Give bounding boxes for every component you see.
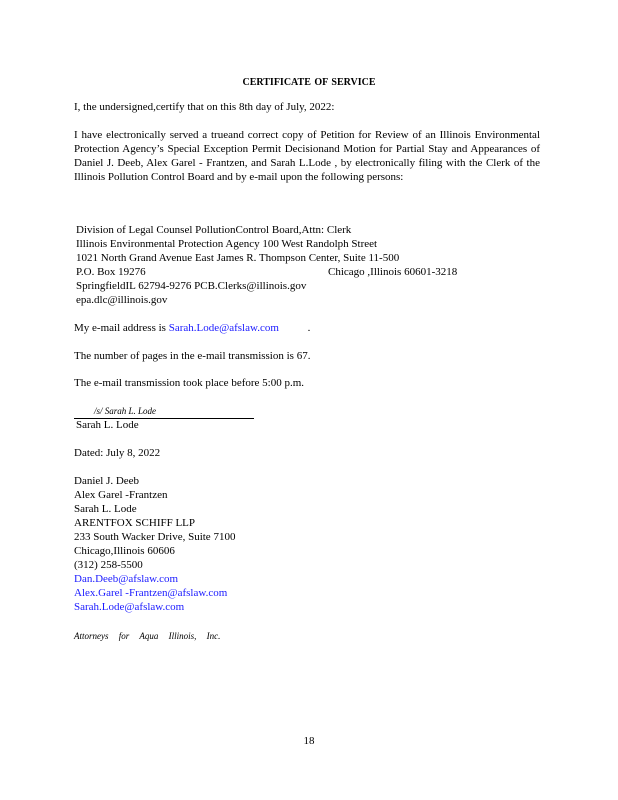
signature-script: /s/ Sarah L. Lode	[94, 406, 157, 416]
dated-line: Dated: July 8, 2022	[74, 447, 161, 459]
email-address-line	[74, 322, 310, 335]
attorney-email-link[interactable]: Sarah.Lode@afslaw.com	[74, 601, 185, 613]
intro-statement: I, the undersigned,certify that on this 8th day of July, 2022:	[74, 101, 335, 113]
attorney-email-link[interactable]: Dan.Deeb@afslaw.com	[74, 573, 179, 585]
page-title: CERTIFICATE OF SERVICE	[242, 77, 376, 88]
attorney-email-item	[74, 573, 178, 586]
attorney-email-item	[74, 601, 184, 614]
email-suffix: .	[307, 322, 311, 334]
attorney-name: Alex Garel -Frantzen	[74, 489, 168, 501]
service-body-paragraph: I have electronically served a trueand correct copy of Petition for Review of an Illinois Environmental Protection Agency’s Special Exception Permit Decisionand Motion for Partial Stay and Appearances of Daniel J. Deeb, Alex Garel - Frantzen, and Sarah L.Lode , by electronically filing with the Clerk of the Illinois Pollution Control Board and by e-mail upon the following persons:	[74, 129, 540, 183]
recipient-line: epa.dlc@illinois.gov	[76, 294, 168, 306]
recipient-line: P.O. Box 19276	[76, 266, 146, 278]
recipient-line: Illinois Environmental Protection Agency 100 West Randolph Street	[76, 238, 378, 250]
pages-count-line: The number of pages in the e-mail transmission is 67.	[74, 350, 311, 362]
attorney-email-link[interactable]: Alex.Garel -Frantzen@afslaw.com	[74, 587, 228, 599]
sender-email-link[interactable]: Sarah.Lode@afslaw.com	[168, 322, 279, 334]
recipient-line: 1021 North Grand Avenue East James R. Thompson Center, Suite 11-500	[76, 252, 400, 264]
recipient-line: SpringfieldIL 62794-9276 PCB.Clerks@illinois.gov	[76, 280, 307, 292]
transmission-time-line: The e-mail transmission took place before 5:00 p.m.	[74, 377, 305, 389]
attorney-email-item	[74, 587, 227, 600]
firm-address-line: Chicago,Illinois 60606	[74, 545, 175, 557]
recipient-line: Division of Legal Counsel PollutionControl Board,Attn: Clerk	[76, 224, 352, 236]
recipient-chicago-line: Chicago ,Illinois 60601-3218	[328, 266, 458, 278]
attorney-name: Daniel J. Deeb	[74, 475, 140, 487]
firm-name: ARENTFOX SCHIFF LLP	[74, 517, 196, 529]
attorney-name: Sarah L. Lode	[74, 503, 137, 515]
signature-line	[74, 406, 254, 419]
email-prefix: My e-mail address is	[74, 322, 166, 334]
signature-name: Sarah L. Lode	[76, 419, 139, 431]
firm-address-line: 233 South Wacker Drive, Suite 7100	[74, 531, 236, 543]
firm-phone: (312) 258-5500	[74, 559, 143, 571]
attorneys-for-line: Attorneys for Aqua Illinois, Inc.	[74, 631, 221, 641]
page-number: 18	[303, 735, 315, 747]
